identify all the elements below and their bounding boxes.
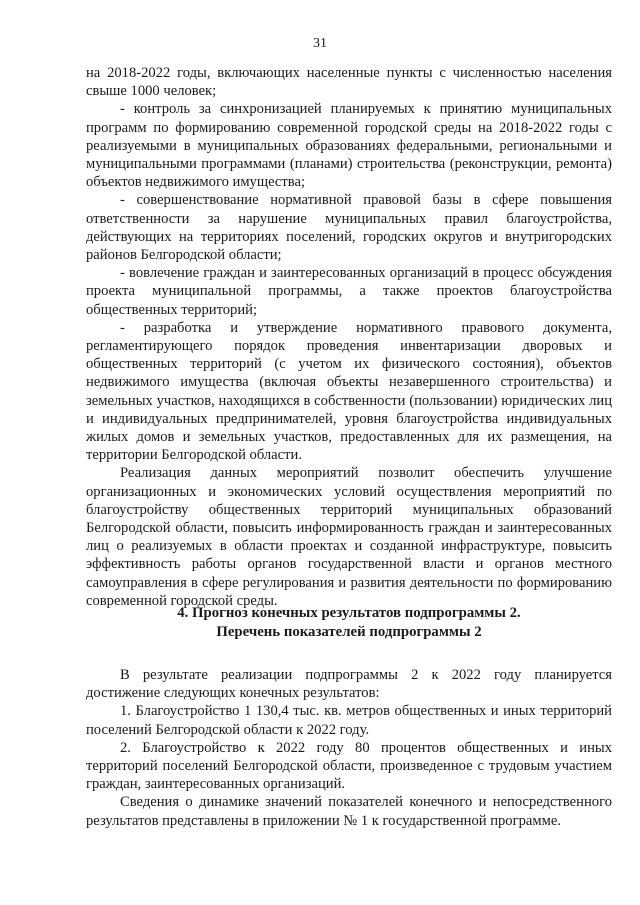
body-text-top [86, 64, 612, 610]
paragraph-continuation: на 2018-2022 годы, включающих населенные пункты с численностью населения свыше 1000 человек; [86, 65, 612, 100]
paragraph-implementation-effect: Реализация данных мероприятий позволит обеспечить улучшение организационных и экономических условий осуществления мероприятий по благоустройству общественных территорий муниципальных образований Белгородской области, повысить информированность граждан и заинтересованных лиц о реализуемых в области проектах и созданной инфраструктуре, повысить эффективность работы органов государственной власти и органов местного самоуправления в сфере регулирования и развития деятельности по формированию современной городской среды. [86, 465, 612, 609]
body-text-bottom [86, 666, 612, 830]
list-item-inventory-document: - разработка и утверждение нормативного правового документа, регламентирующего порядок проведения инвентаризации дворовых и общественных территорий (с учетом их физического состояния), объектов недвижимого имущества (включая объекты незавершенного строительства) и земельных участков, находящихся в собственности (пользовании) юридических лиц и индивидуальных предпринимателей, уровня благоустройства индивидуальных жилых домов и земельных участков, предоставленных для их размещения, на территории Белгородской области. [86, 319, 612, 464]
result-item-1: 1. Благоустройство 1 130,4 тыс. кв. метров общественных и иных территорий поселений Белгородской области к 2022 году. [86, 703, 612, 738]
paragraph-expected-results: В результате реализации подпрограммы 2 к 2022 году планируется достижение следующих конечных результатов: [86, 667, 612, 702]
list-item-normative-base: - совершенствование нормативной правовой базы в сфере повышения ответственности за нарушение муниципальных правил благоустройства, действующих на территориях поселений, городских округов и внутригородских районов Белгородской области; [86, 192, 612, 264]
section-heading-line-2: Перечень показателей подпрограммы 2 [216, 623, 482, 640]
result-item-2: 2. Благоустройство к 2022 году 80 процентов общественных и иных территорий поселений Белгородской области, произведенное с трудовым участием граждан, заинтересованных организаций. [86, 739, 612, 793]
section-heading-line-1: 4. Прогноз конечных результатов подпрограммы 2. [177, 605, 521, 621]
paragraph-appendix-reference: Сведения о динамике значений показателей конечного и непосредственного результатов представлены в приложении № 1 к государственной программе. [86, 794, 612, 829]
list-item-citizen-involvement: - вовлечение граждан и заинтересованных организаций в процесс обсуждения проекта муниципальной программы, а также проектов благоустройства общественных территорий; [86, 265, 612, 318]
page-number: 31 [313, 36, 327, 51]
list-item-control-sync: - контроль за синхронизацией планируемых к принятию муниципальных программ по формированию современной городской среды на 2018-2022 годы с реализуемыми в муниципальных образованиях федеральными, региональными и муниципальными программами (планами) строительства (реконструкции, ремонта) объектов недвижимого имущества; [86, 101, 612, 191]
section-heading [86, 604, 612, 641]
